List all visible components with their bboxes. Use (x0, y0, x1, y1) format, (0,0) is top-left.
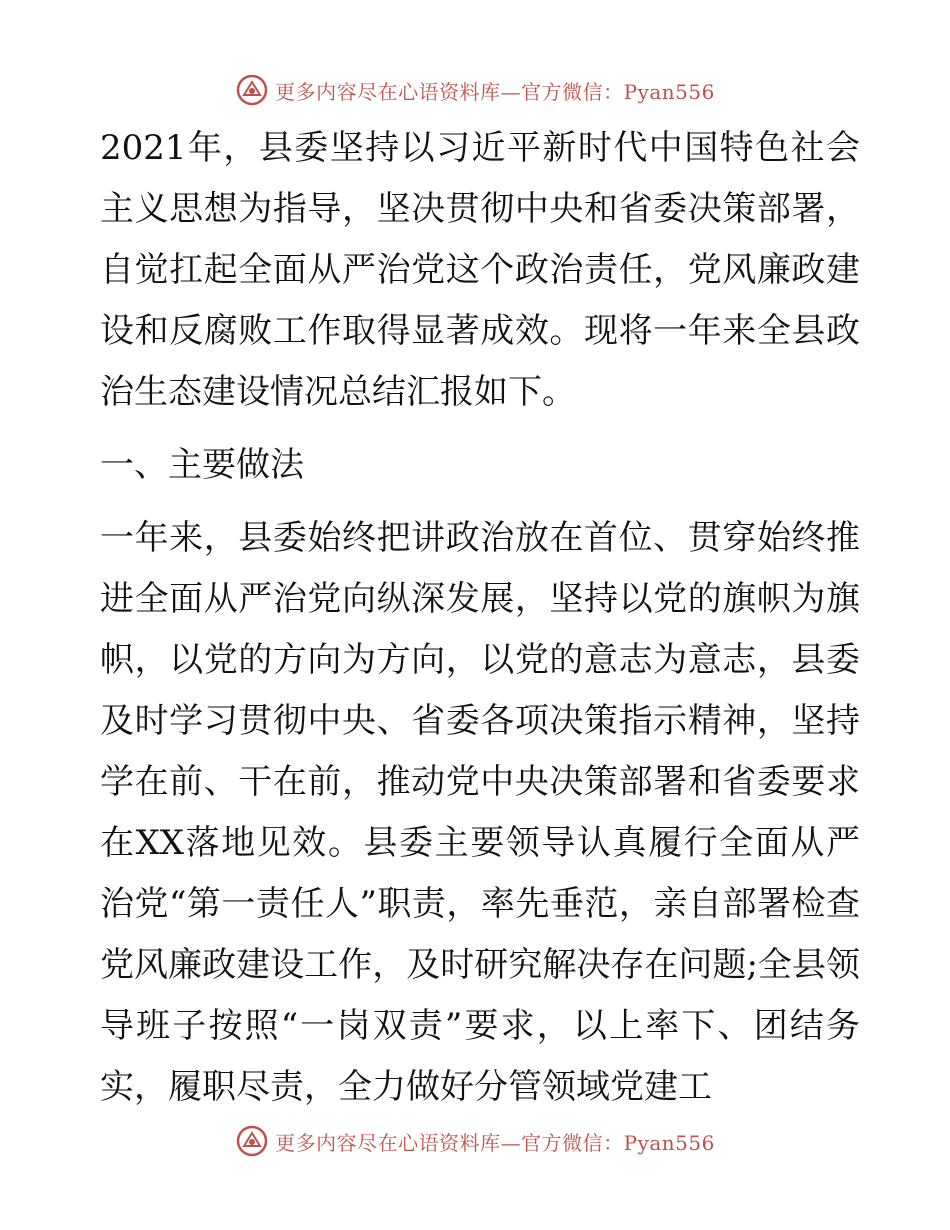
footer-watermark (0, 1121, 950, 1161)
seal-logo-icon (235, 1124, 269, 1158)
document-body (100, 118, 860, 1118)
section-heading: 一、主要做法 (100, 445, 304, 485)
intro-paragraph: 2021年，县委坚持以习近平新时代中国特色社会主义思想为指导，坚决贯彻中央和省委决策部署，自觉扛起全面从严治党这个政治责任，党风廉政建设和反腐败工作取得显著成效。现将一年来全县政治生态建设情况总结汇报如下。 (100, 128, 860, 412)
watermark-text: 更多内容尽在心语资料库—官方微信：Pyan556 (275, 1130, 715, 1155)
header-watermark (0, 70, 950, 110)
watermark-text: 更多内容尽在心语资料库—官方微信：Pyan556 (275, 79, 715, 104)
section-paragraph: 一年来，县委始终把讲政治放在首位、贯穿始终推进全面从严治党向纵深发展，坚持以党的旗帜为旗帜，以党的方向为方向，以党的意志为意志，县委及时学习贯彻中央、省委各项决策指示精神，坚持学在前、干在前，推动党中央决策部署和省委要求在XX落地见效。县委主要领导认真履行全面从严治党“第一责任人”职责，率先垂范，亲自部署检查党风廉政建设工作，及时研究解决存在问题;全县领导班子按照“一岗双责”要求，以上率下、团结务实，履职尽责，全力做好分管领域党建工 (100, 518, 860, 1107)
seal-logo-icon (235, 73, 269, 107)
